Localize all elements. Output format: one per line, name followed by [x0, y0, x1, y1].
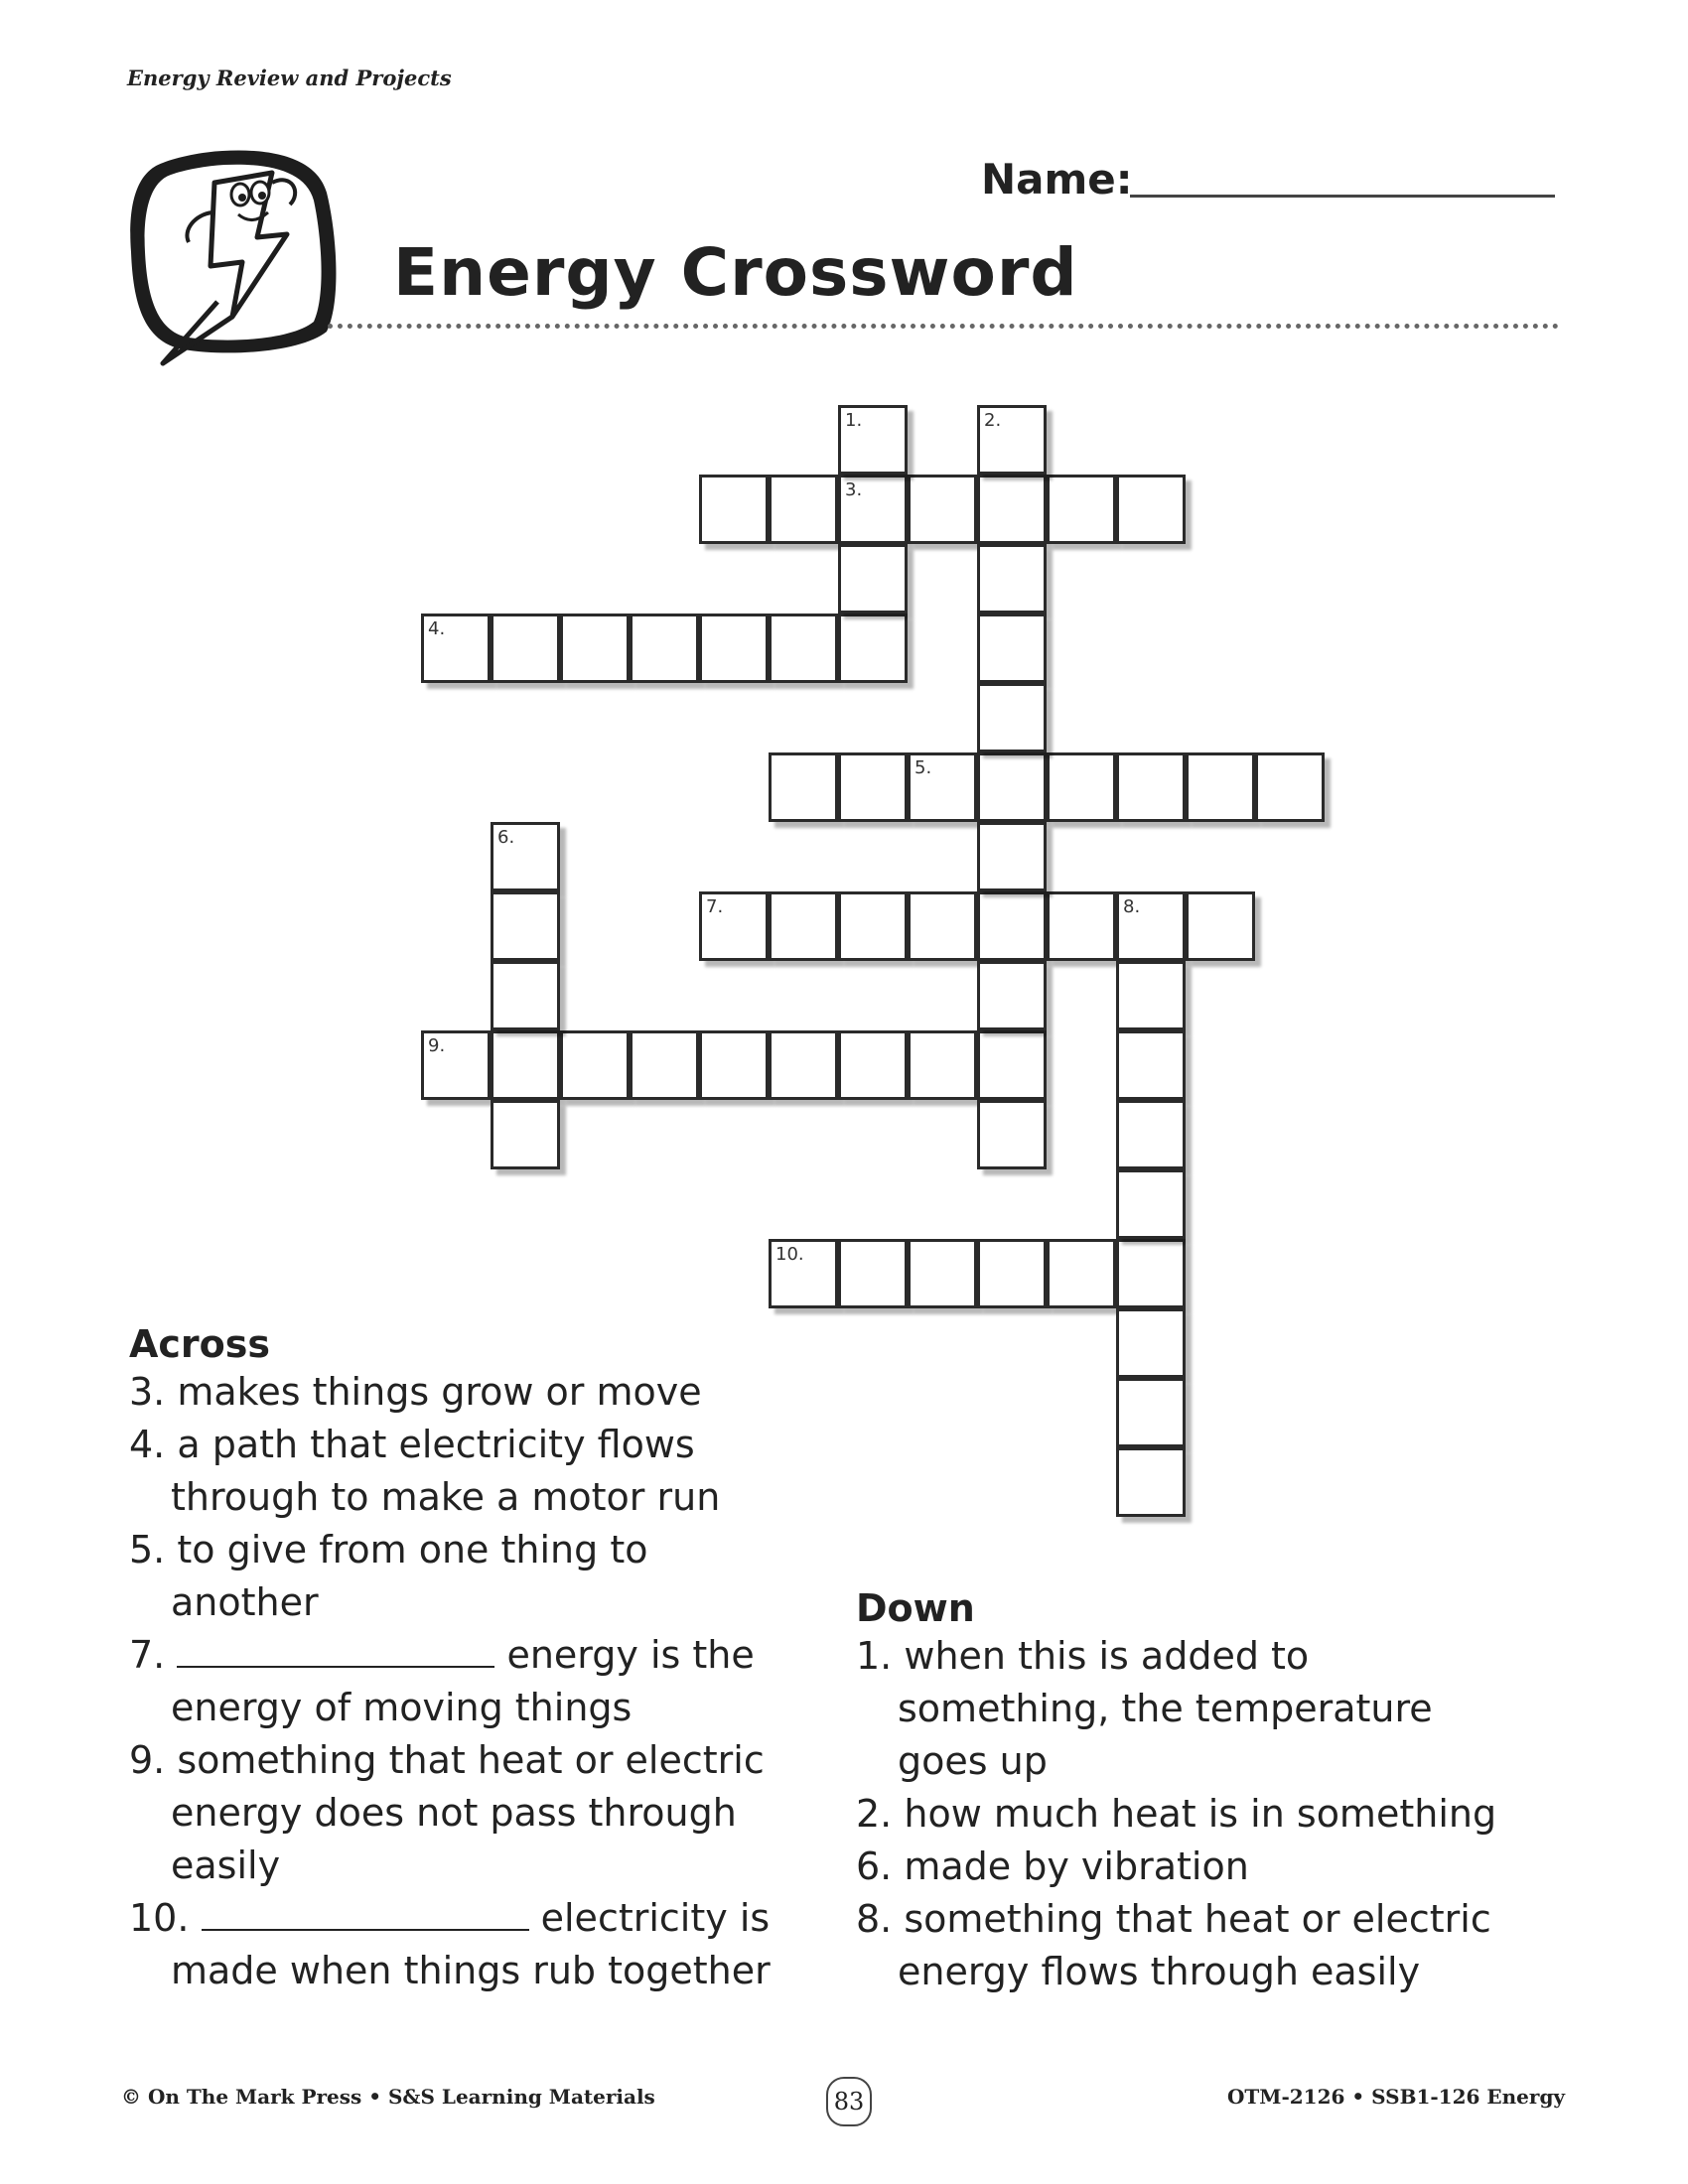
crossword-cell[interactable]: [491, 891, 560, 961]
crossword-cell[interactable]: [491, 822, 560, 891]
section-header: Energy Review and Projects: [127, 66, 452, 90]
clue-number: 2.: [856, 1792, 893, 1836]
crossword-cell[interactable]: [838, 891, 908, 961]
clue-text: something, the temperature: [898, 1687, 1433, 1730]
crossword-cell[interactable]: [1116, 1030, 1186, 1100]
clue-down-1: [856, 1630, 1571, 1788]
crossword-cell[interactable]: [1116, 1378, 1186, 1447]
clue-number: 7.: [129, 1633, 166, 1677]
clue-text: something that heat or electric: [177, 1738, 765, 1782]
across-clues: [129, 1322, 844, 1997]
name-label: Name:: [981, 155, 1133, 204]
page-title: Energy Crossword: [393, 234, 1078, 311]
crossword-cell[interactable]: [630, 1030, 699, 1100]
crossword-cell[interactable]: [421, 1030, 491, 1100]
crossword-cell[interactable]: [977, 544, 1047, 614]
crossword-cell[interactable]: [977, 1030, 1047, 1100]
crossword-cell[interactable]: [977, 614, 1047, 683]
crossword-cell[interactable]: [1116, 1447, 1186, 1517]
clue-number: 8.: [856, 1897, 893, 1941]
clue-text: makes things grow or move: [177, 1370, 702, 1414]
lightning-mascot-icon: [123, 143, 342, 371]
crossword-cell[interactable]: [560, 1030, 630, 1100]
clue-text: how much heat is in something: [904, 1792, 1497, 1836]
crossword-cell[interactable]: [838, 752, 908, 822]
dotted-divider: [328, 324, 1559, 329]
clue-number: 3.: [129, 1370, 166, 1414]
footer-code: OTM-2126 • SSB1-126 Energy: [1227, 2085, 1566, 2109]
crossword-cell[interactable]: [1186, 891, 1255, 961]
clue-number-label: 1.: [845, 410, 863, 431]
crossword-cell[interactable]: [977, 961, 1047, 1030]
crossword-cell[interactable]: [491, 614, 560, 683]
crossword-cell[interactable]: [769, 1239, 838, 1308]
name-field-line[interactable]: [1130, 195, 1555, 198]
clue-text: goes up: [898, 1739, 1048, 1783]
clue-text: a path that electricity flows: [177, 1423, 695, 1466]
clue-across-10: [129, 1892, 844, 1997]
across-heading: Across: [129, 1322, 271, 1366]
crossword-cell[interactable]: [977, 1100, 1047, 1169]
crossword-cell[interactable]: [838, 405, 908, 475]
crossword-cell[interactable]: [699, 614, 769, 683]
down-heading: Down: [856, 1586, 975, 1630]
page-number: 83: [826, 2077, 872, 2126]
crossword-cell[interactable]: [560, 614, 630, 683]
crossword-cell[interactable]: [1116, 891, 1186, 961]
answer-blank[interactable]: [202, 1895, 529, 1931]
crossword-cell[interactable]: [838, 1030, 908, 1100]
crossword-cell[interactable]: [977, 405, 1047, 475]
clue-text: something that heat or electric: [904, 1897, 1491, 1941]
clue-text: energy flows through easily: [898, 1950, 1421, 1993]
crossword-cell[interactable]: [838, 544, 908, 614]
clue-number: 9.: [129, 1738, 166, 1782]
crossword-cell[interactable]: [908, 1030, 977, 1100]
clue-down-6: [856, 1841, 1571, 1893]
clue-text: when this is added to: [904, 1634, 1310, 1678]
clue-across-5: [129, 1524, 844, 1629]
crossword-cell[interactable]: [1047, 891, 1116, 961]
clue-number-label: 4.: [428, 618, 446, 639]
crossword-cell[interactable]: [977, 752, 1047, 822]
clue-across-4: [129, 1419, 844, 1524]
clue-number: 4.: [129, 1423, 166, 1466]
crossword-cell[interactable]: [908, 1239, 977, 1308]
crossword-cell[interactable]: [977, 891, 1047, 961]
down-clues: [856, 1586, 1571, 1998]
crossword-cell[interactable]: [1116, 1169, 1186, 1239]
crossword-cell[interactable]: [1116, 1308, 1186, 1378]
crossword-cell[interactable]: [908, 752, 977, 822]
clue-text: energy is the: [506, 1633, 755, 1677]
clue-text: easily: [171, 1843, 281, 1887]
clue-across-3: [129, 1366, 844, 1419]
crossword-cell[interactable]: [1116, 475, 1186, 544]
crossword-cell[interactable]: [491, 1100, 560, 1169]
clue-text: another: [171, 1580, 319, 1624]
crossword-cell[interactable]: [838, 614, 908, 683]
crossword-cell[interactable]: [769, 475, 838, 544]
crossword-cell[interactable]: [1116, 961, 1186, 1030]
clue-number-label: 10.: [775, 1244, 804, 1265]
clue-number: 6.: [856, 1844, 893, 1888]
clue-number-label: 8.: [1123, 896, 1141, 917]
crossword-cell[interactable]: [908, 475, 977, 544]
crossword-cell[interactable]: [491, 1030, 560, 1100]
clue-text: energy does not pass through: [171, 1791, 737, 1835]
crossword-cell[interactable]: [838, 1239, 908, 1308]
clue-number: 1.: [856, 1634, 893, 1678]
crossword-cell[interactable]: [630, 614, 699, 683]
clue-number-label: 5.: [914, 757, 932, 778]
footer-publisher: © On The Mark Press • S&S Learning Materials: [121, 2085, 655, 2109]
crossword-cell[interactable]: [699, 475, 769, 544]
crossword-cell[interactable]: [1116, 1239, 1186, 1308]
crossword-cell[interactable]: [1047, 752, 1116, 822]
crossword-cell[interactable]: [908, 891, 977, 961]
clue-text: made when things rub together: [171, 1949, 771, 1992]
clue-text: made by vibration: [904, 1844, 1249, 1888]
clue-number-label: 3.: [845, 479, 863, 500]
crossword-cell[interactable]: [699, 891, 769, 961]
crossword-cell[interactable]: [769, 752, 838, 822]
crossword-cell[interactable]: [491, 961, 560, 1030]
crossword-cell[interactable]: [769, 891, 838, 961]
crossword-cell[interactable]: [977, 1239, 1047, 1308]
crossword-cell[interactable]: [1116, 1100, 1186, 1169]
clue-number: 5.: [129, 1528, 166, 1571]
crossword-cell[interactable]: [1255, 752, 1325, 822]
answer-blank[interactable]: [177, 1632, 494, 1668]
clue-number: 10.: [129, 1896, 190, 1940]
crossword-cell[interactable]: [838, 475, 908, 544]
clue-across-9: [129, 1734, 844, 1892]
clue-number-label: 6.: [497, 827, 515, 848]
crossword-cell[interactable]: [769, 614, 838, 683]
clue-down-2: [856, 1788, 1571, 1841]
crossword-cell[interactable]: [977, 683, 1047, 752]
clue-text: energy of moving things: [171, 1686, 633, 1729]
clue-text: to give from one thing to: [177, 1528, 648, 1571]
crossword-cell[interactable]: [1186, 752, 1255, 822]
clue-number-label: 7.: [706, 896, 724, 917]
clue-text: electricity is: [540, 1896, 771, 1940]
clue-text: through to make a motor run: [171, 1475, 721, 1519]
clue-number-label: 2.: [984, 410, 1002, 431]
crossword-cell[interactable]: [699, 1030, 769, 1100]
clue-across-7: [129, 1629, 844, 1734]
crossword-cell[interactable]: [977, 475, 1047, 544]
crossword-cell[interactable]: [1116, 752, 1186, 822]
crossword-cell[interactable]: [977, 822, 1047, 891]
crossword-cell[interactable]: [1047, 475, 1116, 544]
crossword-cell[interactable]: [421, 614, 491, 683]
crossword-cell[interactable]: [769, 1030, 838, 1100]
clue-number-label: 9.: [428, 1035, 446, 1056]
clue-down-8: [856, 1893, 1571, 1998]
crossword-cell[interactable]: [1047, 1239, 1116, 1308]
